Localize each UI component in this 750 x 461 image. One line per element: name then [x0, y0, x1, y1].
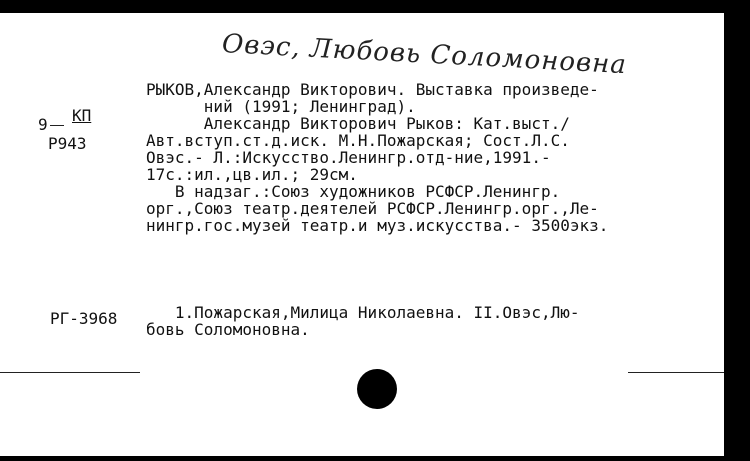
bottom-rule-right [628, 372, 724, 373]
tracing-line: бовь Соломоновна. [146, 320, 310, 339]
entry-line: Овэс.- Л.:Искусство.Ленингр.отд-ние,1991.- [146, 148, 551, 167]
entry-line: Авт.вступ.ст.д.иск. М.Н.Пожарская; Сост.Л.С. [146, 131, 570, 150]
bottom-rule [0, 372, 140, 373]
catalog-card [0, 13, 724, 456]
punch-hole [357, 369, 397, 409]
tracing-line: 1.Пожарская,Милица Николаевна. II.Овэс,Лю- [146, 303, 580, 322]
entry-line: нингр.гос.музей театр.и муз.искусства.- 3500экз. [146, 216, 609, 235]
call-number-section: 9 [38, 115, 48, 134]
entry-line: ний (1991; Ленинград). [146, 97, 416, 116]
call-number-dash [50, 125, 64, 126]
handwritten-name: Овэс, Любовь Соломоновна [221, 29, 628, 81]
entry-line: Александр Викторович Рыков: Кат.выст./ [146, 114, 570, 133]
shelf-number: РГ-3968 [50, 309, 118, 328]
entry-line: 17с.:ил.,цв.ил.; 29см. [146, 165, 358, 184]
entry-line: РЫКОВ,Александр Викторович. Выставка произведе- [146, 80, 599, 99]
entry-line: В надзаг.:Союз художников РСФСР.Ленингр. [146, 182, 561, 201]
entry-line: орг.,Союз театр.деятелей РСФСР.Ленингр.орг.,Ле- [146, 199, 599, 218]
call-number-subsection: КП [72, 106, 92, 125]
author-mark: Р943 [48, 134, 87, 153]
